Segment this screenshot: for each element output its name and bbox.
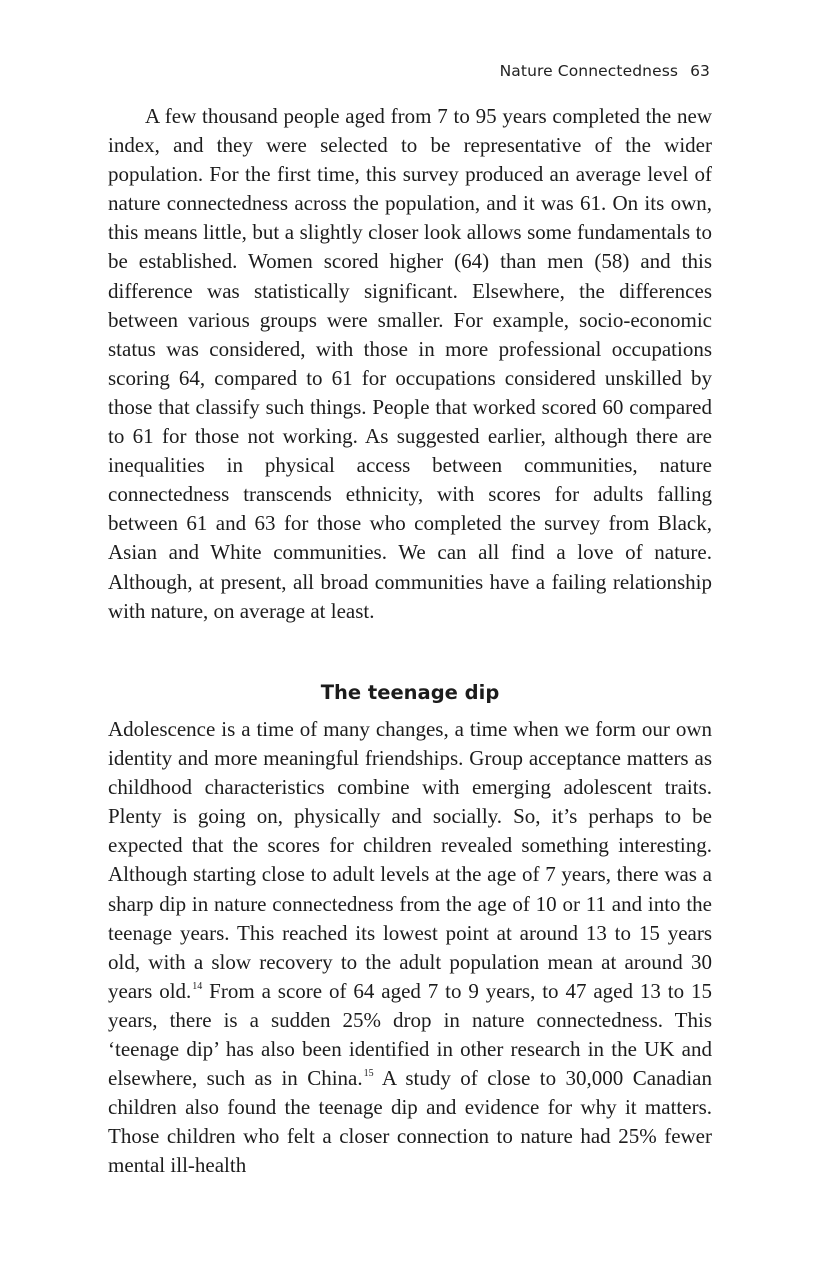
paragraph-population-scores: A few thousand people aged from 7 to 95 years completed the new index, and they were selected to be representative of the wider population. For the first time, this survey produced an average level of nature connectedness across the population, and it was 61. On its own, this means little, but a slightly closer look allows some fundamentals to be established. Women scored higher (64) than men (58) and this difference was statistically significant. Elsewhere, the differences between various groups were smaller. For example, socio-economic status was considered, with those in more professional occupations scoring 64, compared to 61 for occupations considered unskilled by those that classify such things. People that worked scored 60 compared to 61 for those not working. As suggested earlier, although there are inequalities in physical access between communities, nature connectedness transcends ethnicity, with scores for adults falling between 61 and 63 for those who completed the survey from Black, Asian and White communities. We can all find a love of nature. Although, at present, all broad communities have a failing relationship with nature, on average at least.: [108, 104, 712, 623]
section-heading: The teenage dip: [320, 681, 500, 704]
footnote-reference-14: 14: [192, 980, 203, 992]
running-head: [500, 62, 710, 80]
paragraph-text-part-3: A study of close to 30,000 Canadian children also found the teenage dip and evidence for why it matters. Those children who felt a closer connection to nature had 25% fewer mental ill-health: [108, 1066, 712, 1178]
page-number: 63: [690, 62, 710, 80]
paragraph-text-part-1: Adolescence is a time of many changes, a time when we form our own identity and more meaningful friendships. Group acceptance matters as childhood characteristics combine with emerging adolescent traits. Plenty is going on, physically and socially. So, it’s perhaps to be expected that the scores for children revealed something interesting. Although starting close to adult levels at the age of 7 years, there was a sharp dip in nature connectedness from the age of 10 or 11 and into the teenage years. This reached its lowest point at around 13 to 15 years old, with a slow recovery to the adult population mean at around 30 years old.: [108, 717, 712, 1003]
footnote-reference-15: 15: [363, 1068, 374, 1080]
paragraph-teenage-dip: [108, 715, 712, 1181]
running-head-title: Nature Connectedness: [499, 62, 679, 80]
paragraph-text-part-2: From a score of 64 aged 7 to 9 years, to 47 aged 13 to 15 years, there is a sudden 25% drop in nature connectedness. This ‘teenage dip’ has also been identified in other research in the UK and elsewhere, such as in China.: [108, 978, 712, 1091]
